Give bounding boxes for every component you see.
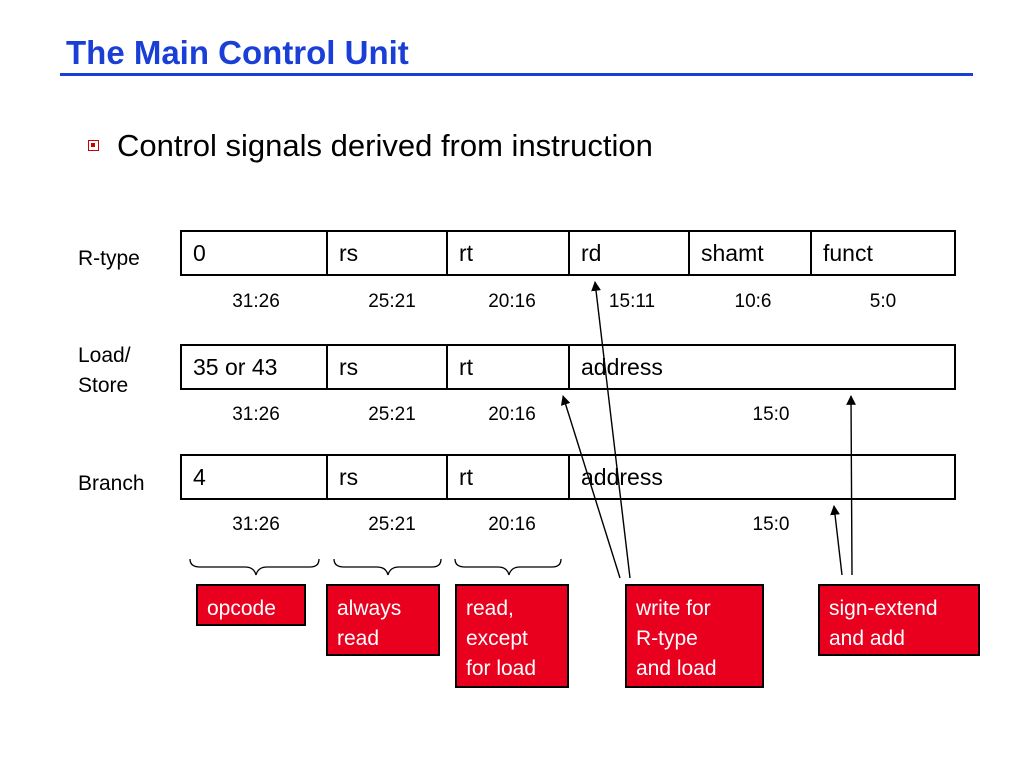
brace-rt <box>455 559 561 575</box>
annotation-write-for-rtype-load: write for R-type and load <box>625 584 764 688</box>
loadstore-field-rt: rt <box>448 346 570 388</box>
loadstore-field-rs: rs <box>328 346 448 388</box>
brace-opcode <box>190 559 319 575</box>
rtype-field-funct: funct <box>823 240 873 266</box>
brace-rs <box>334 559 441 575</box>
loadstore-field-address: address <box>581 354 663 380</box>
loadstore-label-line2: Store <box>78 374 129 397</box>
rtype-bits-rt: 20:16 <box>488 291 536 312</box>
loadstore-label-line1: Load/ <box>78 344 131 367</box>
branch-field-address: address <box>581 464 663 490</box>
branch-bits-rt: 20:16 <box>488 514 536 535</box>
annotation-read-except-load: read, except for load <box>455 584 569 688</box>
branch-label: Branch <box>78 472 145 495</box>
branch-field-opcode: 4 <box>182 456 328 498</box>
branch-bits-rs: 25:21 <box>368 514 416 535</box>
loadstore-bits-address: 15:0 <box>752 404 790 425</box>
loadstore-field-opcode: 35 or 43 <box>182 346 328 388</box>
rtype-bits-opcode: 31:26 <box>232 291 280 312</box>
branch-bits-address: 15:0 <box>752 514 790 535</box>
rtype-field-rs: rs <box>328 232 448 274</box>
rtype-field-rt: rt <box>448 232 570 274</box>
rtype-label: R-type <box>78 247 140 270</box>
loadstore-bits-rt: 20:16 <box>488 404 536 425</box>
annotation-opcode: opcode <box>196 584 306 626</box>
rtype-field-shamt: shamt <box>690 232 812 274</box>
branch-field-rt: rt <box>448 456 570 498</box>
rtype-field-rd: rd <box>570 232 690 274</box>
arrow-signext-loadstore <box>851 396 852 575</box>
rtype-bits-rs: 25:21 <box>368 291 416 312</box>
annotation-sign-extend-add: sign-extend and add <box>818 584 980 656</box>
rtype-field-opcode: 0 <box>182 232 328 274</box>
arrow-signext-branch <box>834 506 842 575</box>
branch-field-rs: rs <box>328 456 448 498</box>
arrow-write-rd <box>595 282 630 578</box>
branch-bits-opcode: 31:26 <box>232 514 280 535</box>
rtype-bits-funct: 5:0 <box>869 291 897 312</box>
loadstore-bits-opcode: 31:26 <box>232 404 280 425</box>
slide-title: The Main Control Unit <box>66 34 409 71</box>
loadstore-bits-rs: 25:21 <box>368 404 416 425</box>
bullet-text: Control signals derived from instruction <box>117 128 653 163</box>
rtype-bits-rd: 15:11 <box>608 291 656 312</box>
annotation-always-read: always read <box>326 584 440 656</box>
rtype-bits-shamt: 10:6 <box>734 291 772 312</box>
